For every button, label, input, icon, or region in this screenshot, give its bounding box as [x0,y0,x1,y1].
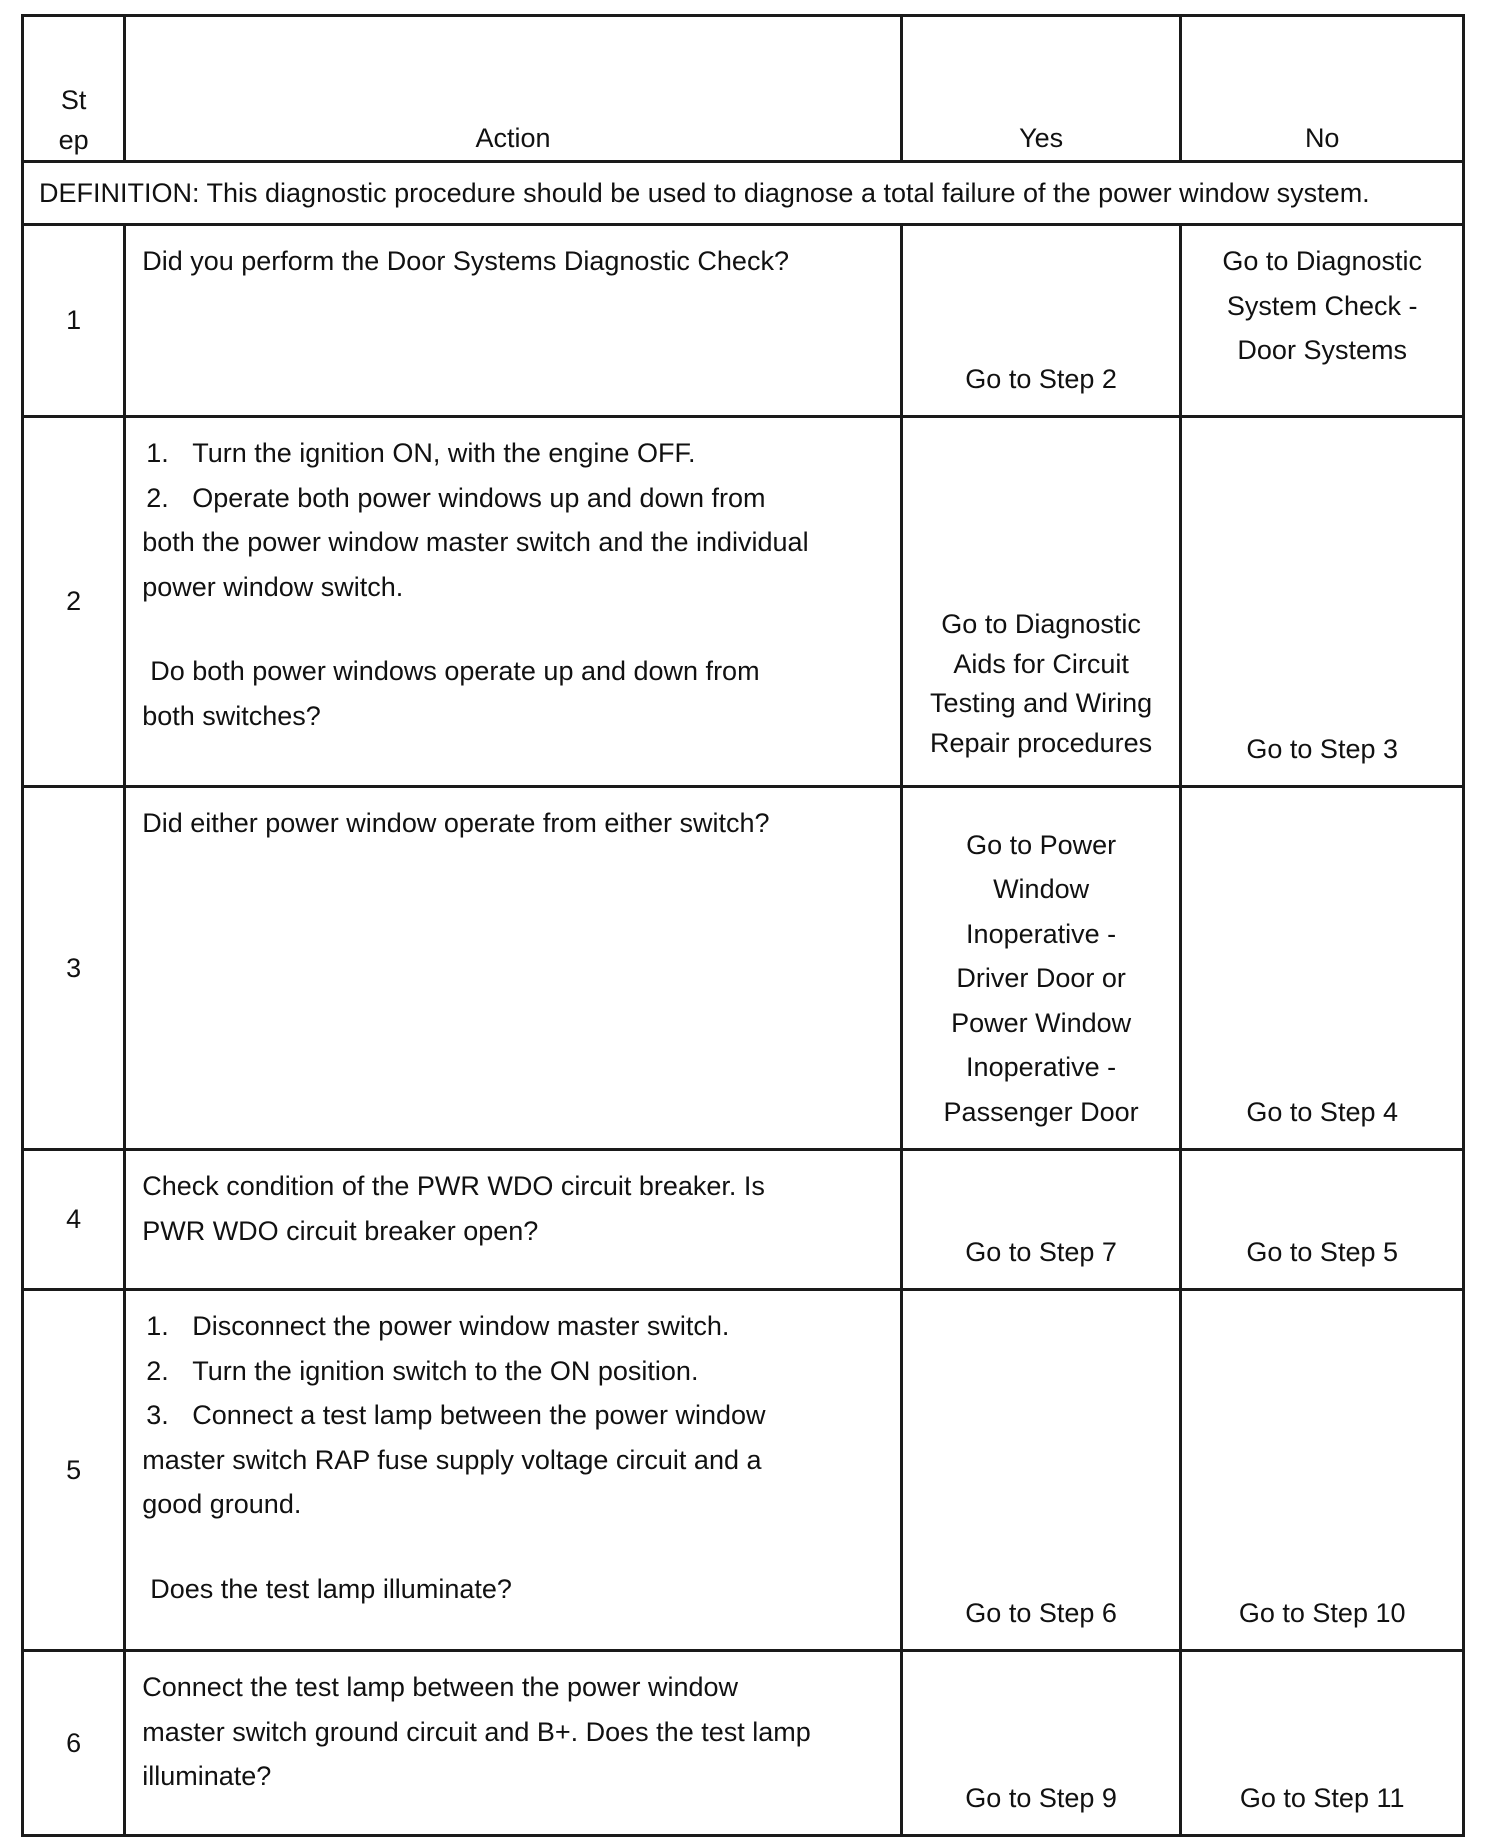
yes-line: Inoperative - [966,918,1117,949]
action-cell [125,417,902,787]
yes-cell [901,225,1181,417]
action-cell [125,225,902,417]
list-number: 2. [146,482,169,513]
no-cell [1181,1150,1464,1290]
no-line: Go to Step 4 [1246,1096,1398,1127]
no-cell [1181,1290,1464,1651]
list-text: Disconnect the power window master switch. [192,1311,730,1341]
list-text: Turn the ignition switch to the ON position. [192,1355,699,1386]
action-line: Connect the test lamp between the power window [142,1672,739,1702]
yes-line: Go to Step 7 [965,1236,1117,1267]
no-line: Go to Step 3 [1246,733,1398,764]
spacer [142,1527,884,1567]
table-row [23,787,1464,1150]
yes-line: Testing and Wiring [930,688,1153,718]
action-line: master switch RAP fuse supply voltage circuit and a [142,1444,762,1475]
table-row [23,1150,1464,1290]
yes-line: Power Window [951,1007,1132,1038]
action-line: power window switch. [142,571,404,602]
action-line: both the power window master switch and the individual [142,527,809,557]
yes-line: Go to Power [966,829,1117,860]
yes-line: Go to Step 9 [965,1782,1117,1813]
action-line: illuminate? [142,1761,272,1791]
step-number: 3 [23,787,125,1150]
yes-line: Aids for Circuit [953,648,1129,679]
yes-line: Go to Step 6 [965,1597,1117,1628]
action-line: good ground. [142,1489,302,1519]
step-number: 6 [23,1651,125,1836]
header-step [23,16,125,162]
list-text: Operate both power windows up and down from [192,482,766,513]
list-text: Connect a test lamp between the power window [192,1400,766,1430]
no-cell [1181,417,1464,787]
list-number: 2. [146,1355,169,1386]
table-row [23,225,1464,417]
list-text: Turn the ignition ON, with the engine OFF. [192,438,696,468]
no-cell [1181,787,1464,1150]
yes-line: Inoperative - [966,1052,1117,1082]
yes-line: Repair procedures [930,727,1153,758]
action-line: Check condition of the PWR WDO circuit breaker. Is [142,1171,765,1201]
table-row [23,1290,1464,1651]
list-item [142,431,884,476]
yes-cell [901,417,1181,787]
no-line: Go to Diagnostic [1222,246,1422,276]
question-line: Does the test lamp illuminate? [150,1573,512,1604]
table-row [23,1651,1464,1836]
yes-cell [901,1290,1181,1651]
no-line: System Check - [1226,290,1418,321]
action-line: Did you perform the Door Systems Diagnostic Check? [142,246,789,276]
diagnostic-table [21,14,1465,1837]
list-item [142,476,884,521]
header-step-line-1: St [60,85,87,115]
header-action: Action [125,16,902,162]
spacer [142,609,884,649]
step-number: 2 [23,417,125,787]
no-line: Go to Step 10 [1238,1597,1406,1628]
action-line: PWR WDO circuit breaker open? [142,1215,539,1246]
action-cell [125,1150,902,1290]
step-number: 4 [23,1150,125,1290]
definition-row [23,162,1464,225]
table-header-row [23,16,1464,162]
yes-line: Go to Step 2 [965,363,1117,394]
yes-line: Go to Diagnostic [941,609,1141,639]
list-item [142,1349,884,1394]
action-line: Did either power window operate from either switch? [142,808,770,838]
definition-text: DEFINITION: This diagnostic procedure should be used to diagnose a total failure of the power window system. [23,162,1464,225]
step-number: 5 [23,1290,125,1651]
yes-cell [901,1651,1181,1836]
yes-cell [901,787,1181,1150]
header-step-line-2: ep [58,125,89,155]
list-item [142,1304,884,1349]
header-no: No [1181,16,1464,162]
list-number: 1. [146,438,169,468]
action-line: master switch ground circuit and B+. Does the test lamp [142,1716,811,1747]
table-row [23,417,1464,787]
yes-line: Window [993,874,1090,904]
no-cell [1181,225,1464,417]
question-line: Do both power windows operate up and down from [150,656,760,686]
list-item [142,1393,884,1438]
list-number: 1. [146,1311,169,1341]
action-cell [125,787,902,1150]
list-number: 3. [146,1400,169,1430]
action-cell [125,1651,902,1836]
no-cell [1181,1651,1464,1836]
yes-line: Driver Door or [956,963,1126,993]
no-line: Door Systems [1237,335,1407,365]
step-number: 1 [23,225,125,417]
no-line: Go to Step 11 [1239,1782,1405,1813]
no-line: Go to Step 5 [1246,1236,1398,1267]
action-cell [125,1290,902,1651]
question-line: both switches? [142,700,321,731]
header-yes: Yes [901,16,1181,162]
yes-line: Passenger Door [943,1096,1139,1127]
yes-cell [901,1150,1181,1290]
